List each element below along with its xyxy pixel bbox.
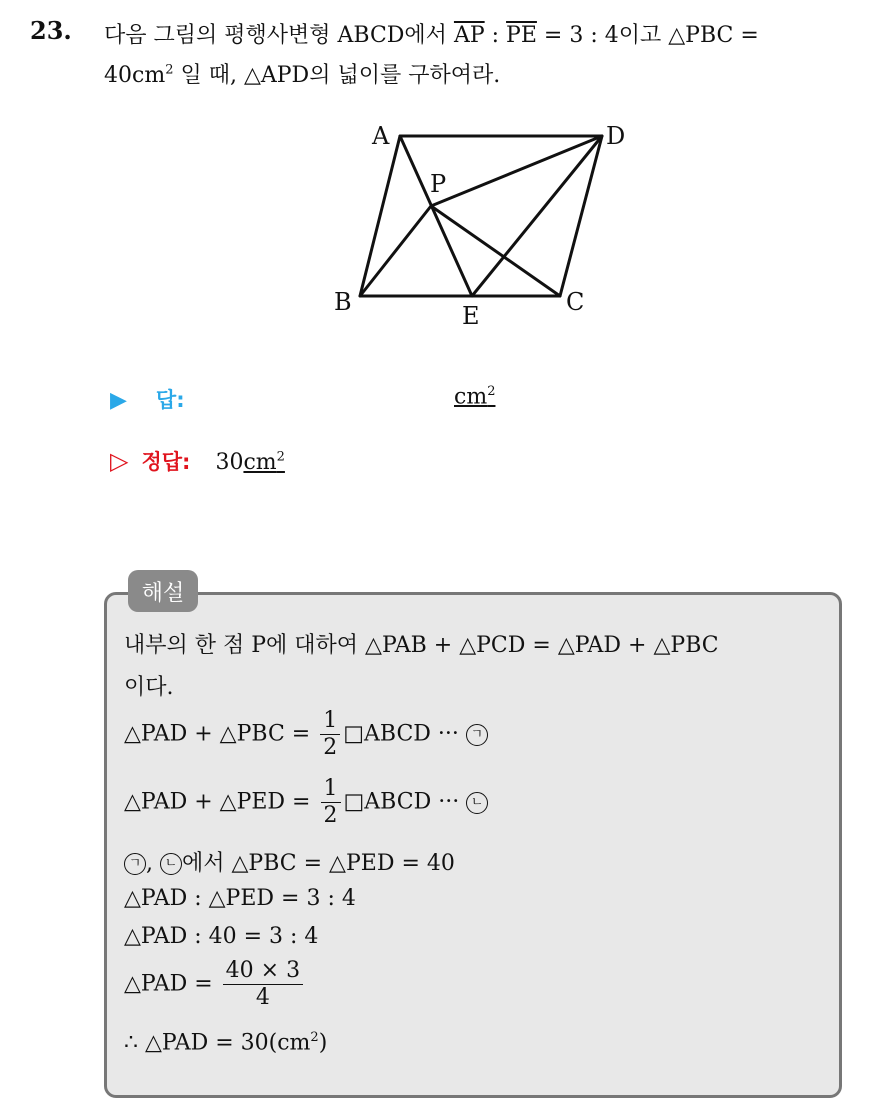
circled-giyeok: ㄱ (466, 724, 488, 746)
solution-line-6: △PAD : △PED = 3 : 4 (124, 886, 356, 911)
segment-p-d (431, 136, 602, 206)
segment-a-e (400, 136, 472, 296)
solution-line-3: △PAD + △PBC = $\frac{1}{2}$ □ABCD ··· ㄱ (124, 708, 488, 761)
solution-line-2: 이다. (124, 675, 174, 700)
question-line-1: 다음 그림의 평행사변형 ABCD에서 $\overline{AP}$ : $\overline{PE} = 3$ : 4이고 △PBC = (104, 23, 759, 48)
correct-answer-row (110, 446, 285, 476)
circled-nieun: ㄴ (160, 853, 182, 875)
solution-line-5: ㄱ , ㄴ 에서 △PBC = △PED = 40 (124, 846, 455, 877)
answer-row (110, 384, 496, 414)
parallelogram-abcd (360, 136, 602, 296)
question-line-2: $40cm^2$ 일 때, △APD의 넓이를 구하여라. (104, 62, 501, 88)
question-number: 23. (30, 16, 72, 45)
circled-nieun: ㄴ (466, 792, 488, 814)
label-b: B (334, 288, 352, 316)
solution-line-9: ∴ △PAD = $30(cm^2)$ (124, 1030, 328, 1056)
solution-line-8: △PAD = $\frac{40 \times 3}{4}$ (124, 958, 306, 1011)
solution-line-7: △PAD : 40 = 3 : 4 (124, 924, 319, 949)
solution-tab: 해설 (128, 570, 198, 612)
solution-line-4: △PAD + △PED = $\frac{1}{2}$ □ABCD ··· ㄴ (124, 776, 488, 829)
triangle-outline-icon: ▷ (110, 447, 129, 475)
label-c: C (566, 288, 585, 316)
triangle-right-icon: ▶ (110, 388, 127, 413)
correct-answer-unit: $cm^2$ (243, 449, 285, 475)
label-e: E (462, 302, 480, 330)
segment-pe: $\overline{PE}$ (506, 23, 537, 48)
segment-ap: $\overline{AP}$ (453, 23, 485, 48)
answer-unit: $cm^2$ (454, 384, 496, 410)
parallelogram-figure (322, 112, 642, 332)
label-p: P (430, 170, 447, 198)
label-a: A (372, 122, 390, 150)
correct-answer-value: 30 (215, 450, 244, 475)
solution-box (104, 592, 842, 1098)
circled-giyeok: ㄱ (124, 853, 146, 875)
solution-line-1: 내부의 한 점 P에 대하여 △PAB + △PCD = △PAD + △PBC (124, 633, 719, 658)
label-d: D (606, 122, 626, 150)
fraction-half: $\frac{1}{2}$ (320, 708, 340, 761)
answer-label: 답: (155, 388, 185, 412)
fraction-half: $\frac{1}{2}$ (321, 776, 341, 829)
correct-answer-label: 정답: (141, 450, 191, 474)
fraction-forty-times-three-over-four: $\frac{40 \times 3}{4}$ (223, 958, 303, 1011)
